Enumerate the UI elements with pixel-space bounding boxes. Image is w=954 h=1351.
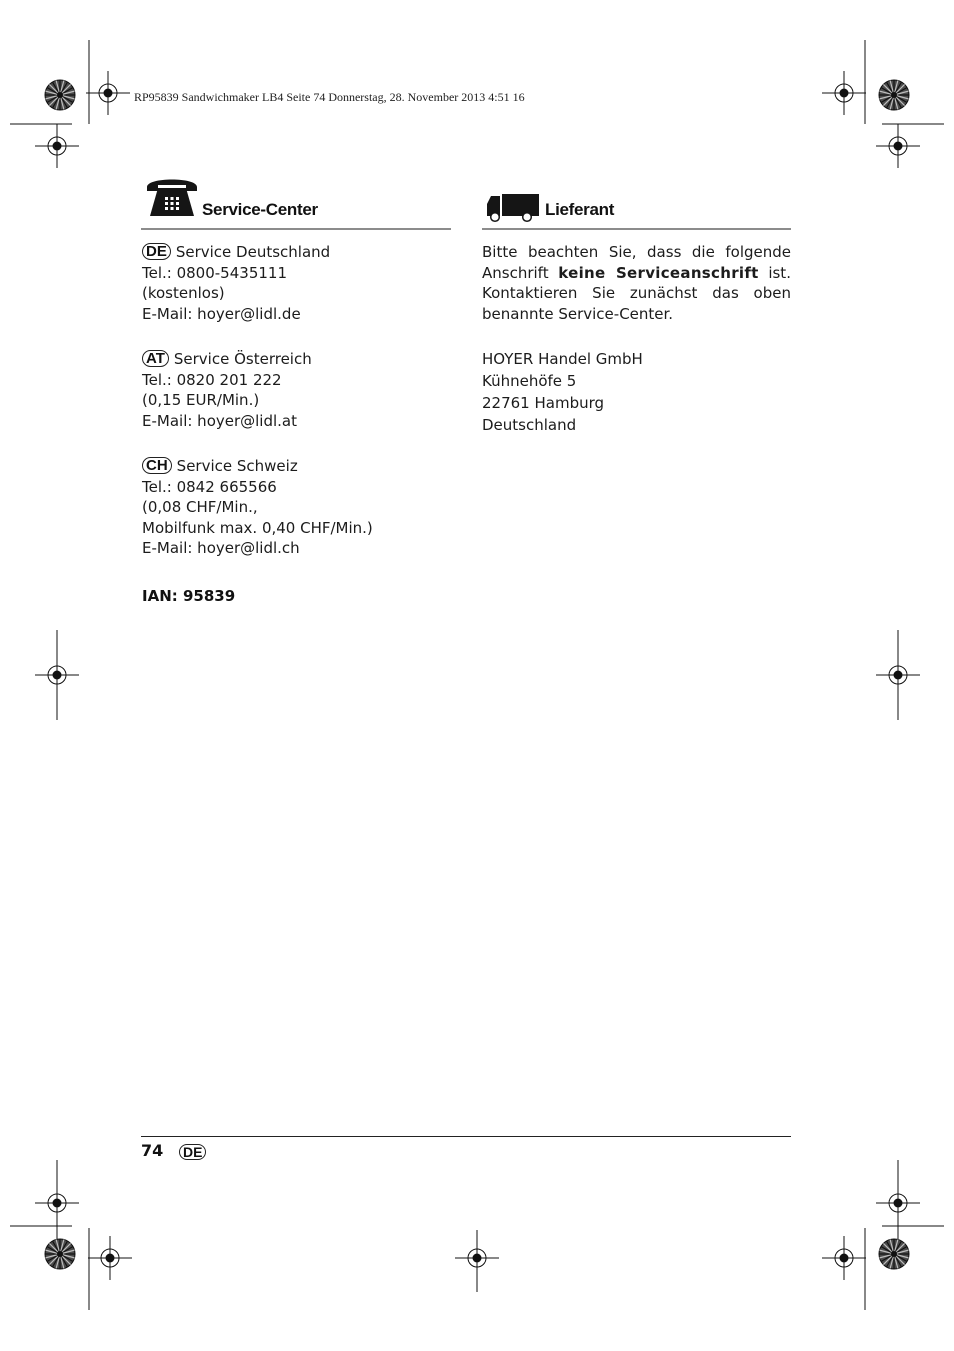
address-line: HOYER Handel GmbH <box>482 350 643 368</box>
service-name: Service Österreich <box>173 350 312 368</box>
lang-badge-de: DE <box>179 1144 206 1160</box>
service-email: E-Mail: hoyer@lidl.at <box>142 411 298 430</box>
note-bold-text: keine Serviceanschrift <box>558 263 759 282</box>
note-text: Bitte beachten Sie, dass die folgende Anschrift <box>482 243 791 282</box>
color-target-icon <box>45 1239 75 1269</box>
address-line: 22761 Hamburg <box>482 394 605 412</box>
service-note: (kostenlos) <box>142 284 225 302</box>
service-tel: Tel.: 0800-5435111 <box>142 263 287 282</box>
print-slug: RP95839 Sandwichmaker LB4 Seite 74 Donnerstag, 28. November 2013 4:51 16 <box>134 90 525 104</box>
service-name: Service Deutschland <box>175 243 331 261</box>
color-target-icon <box>45 80 75 110</box>
service-name: Service Schweiz <box>176 457 298 475</box>
color-target-icon <box>879 1239 909 1269</box>
service-email: E-Mail: hoyer@lidl.de <box>142 304 301 323</box>
country-badge-ch: CH <box>142 457 172 474</box>
service-email: E-Mail: hoyer@lidl.ch <box>142 539 300 557</box>
service-tel: Tel.: 0820 201 222 <box>142 370 282 389</box>
country-badge-at: AT <box>142 350 169 367</box>
service-note: (0,15 EUR/Min.) <box>142 391 260 409</box>
service-center-heading: Service-Center <box>202 200 318 219</box>
page-number: 74 <box>141 1141 164 1160</box>
country-badge-de: DE <box>142 243 171 260</box>
ian-number: IAN: 95839 <box>142 587 236 605</box>
service-note-2: Mobilfunk max. 0,40 CHF/Min.) <box>142 518 373 537</box>
address-line: Kühnehöfe 5 <box>482 372 577 390</box>
service-note: (0,08 CHF/Min., <box>142 498 258 516</box>
service-tel: Tel.: 0842 665566 <box>142 477 277 496</box>
note-text: ist. Kontaktieren Sie zunächst das oben benannte Service-Center. <box>482 263 791 323</box>
color-target-icon <box>879 80 909 110</box>
address-line: Deutschland <box>482 416 577 434</box>
lieferant-heading: Lieferant <box>545 200 615 219</box>
